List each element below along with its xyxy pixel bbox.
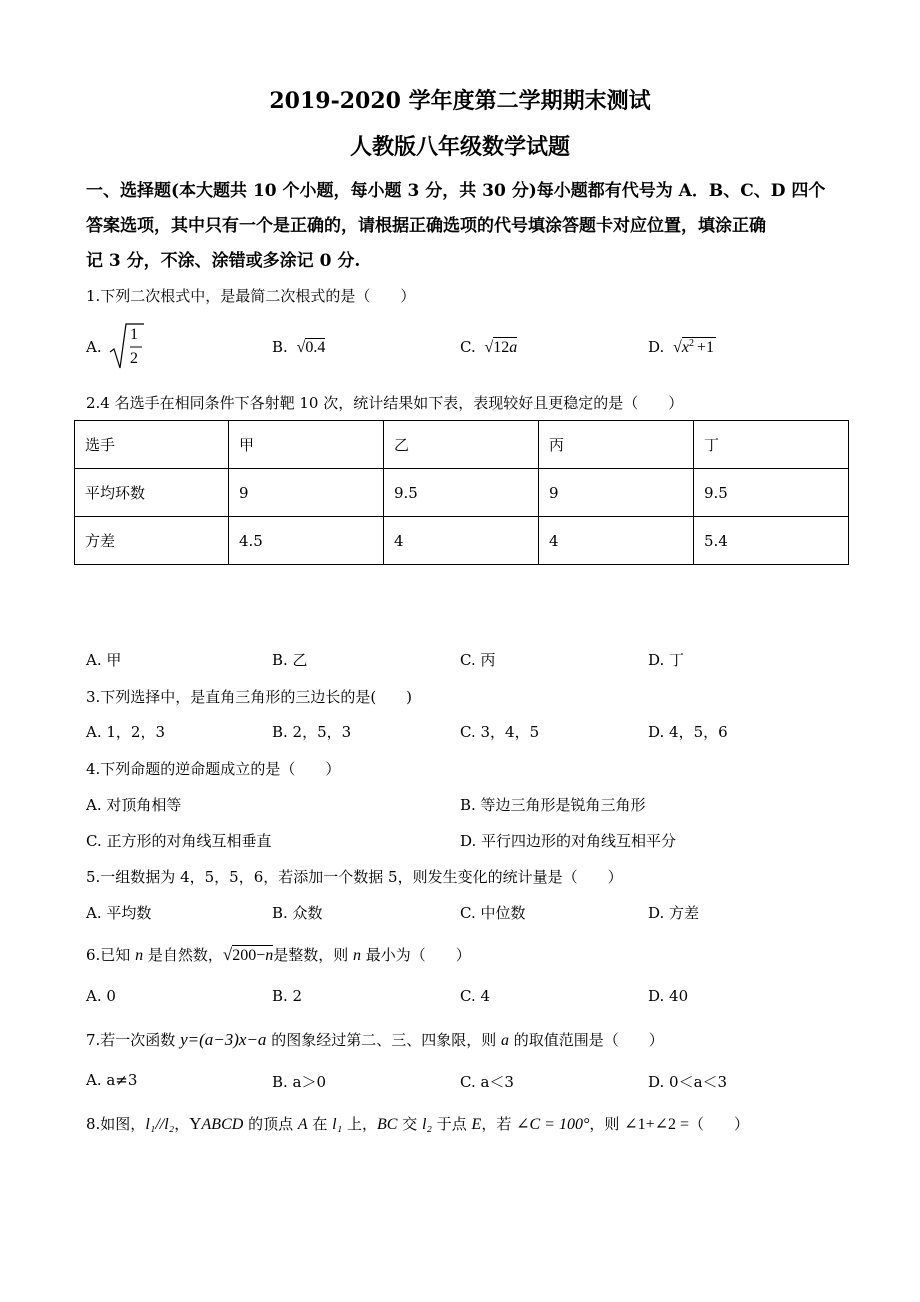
question-4-stem: 4.下列命题的逆命题成立的是（ ） (86, 760, 341, 778)
math-variable: A (297, 1116, 308, 1133)
math-variable: a (500, 1032, 509, 1049)
table-cell: 9.5 (694, 469, 849, 517)
exam-title: 2019-2020 学年度第二学期期末测试 (269, 88, 651, 114)
q4-option-b: B. 等边三角形是锐角三角形 (460, 796, 646, 814)
stem-text: 的图象经过第二、三、四象限，则 (266, 1031, 501, 1049)
scores-table (74, 420, 849, 565)
q3-option-d: D. 4，5，6 (648, 723, 728, 741)
q5-option-a: A. 平均数 (86, 904, 152, 922)
stem-text: 交 (397, 1115, 422, 1133)
question-1-stem: 1.下列二次根式中，是最简二次根式的是（ ） (86, 287, 416, 305)
table-cell: 4 (539, 517, 694, 565)
q5-option-d: D. 方差 (648, 904, 700, 922)
q7-option-a: A. a≠3 (86, 1071, 138, 1089)
section-instruction-line3: 记 3 分，不涂、涂错或多涂记 0 分. (86, 251, 361, 271)
math-variable: l₁ (332, 1116, 343, 1133)
question-2-stem: 2.4 名选手在相同条件下各射靶 10 次，统计结果如下表，表现较好且更稳定的是（ ） (86, 394, 684, 412)
stem-text: 8.如图， (86, 1115, 146, 1133)
table-row (75, 421, 849, 469)
q6-option-b: B. 2 (272, 987, 303, 1005)
q3-option-c: C. 3，4，5 (460, 723, 540, 741)
math-expression: ABCD (201, 1116, 244, 1133)
stem-text: 上， (342, 1115, 377, 1133)
radicand-variable: x (681, 339, 689, 356)
q4-option-c: C. 正方形的对角线互相垂直 (86, 832, 272, 850)
fraction-denominator: 2 (130, 350, 138, 367)
math-expression: l₁//l₂ (145, 1116, 175, 1133)
exam-subtitle: 人教版八年级数学试题 (349, 134, 570, 160)
q7-option-b: B. a＞0 (272, 1073, 327, 1091)
q6-option-c: C. 4 (460, 987, 491, 1005)
q2-option-c: C. 丙 (460, 651, 496, 669)
math-formula: y=(a−3)x−a (180, 1030, 267, 1049)
q7-option-d: D. 0＜a＜3 (648, 1073, 728, 1091)
question-3-stem: 3.下列选择中，是直角三角形的三边长的是( ) (86, 688, 413, 706)
question-5-stem: 5.一组数据为 4，5，5，6，若添加一个数据 5，则发生变化的统计量是（ ） (86, 868, 623, 886)
exponent: 2 (688, 338, 694, 349)
q2-option-a: A. 甲 (86, 651, 122, 669)
q3-option-b: B. 2，5，3 (272, 723, 352, 741)
table-cell: 9 (539, 469, 694, 517)
stem-text: 7.若一次函数 (86, 1031, 181, 1049)
radicand-variable: a (509, 339, 518, 356)
table-cell: 9 (229, 469, 384, 517)
option-label: C. (460, 338, 476, 356)
question-7-stem (86, 1029, 664, 1050)
stem-text: 的顶点 (243, 1115, 298, 1133)
q3-option-a: A. 1，2，3 (86, 723, 165, 741)
table-cell: 5.4 (694, 517, 849, 565)
question-6-stem: 6.已知 n 是自然数，√200−n是整数，则 n 最小为（ ） (86, 945, 471, 964)
option-label: A. (86, 338, 102, 356)
stem-text: 6.已知 (86, 946, 136, 964)
stem-text: 是整数，则 (273, 946, 354, 964)
math-variable: BC (376, 1116, 398, 1133)
stem-text: 在 (307, 1115, 333, 1133)
parallelogram-symbol-icon: Y (189, 1114, 202, 1133)
stem-text: （ ） (689, 1115, 750, 1133)
q5-option-b: B. 众数 (272, 904, 323, 922)
stem-text: ，则 (589, 1115, 625, 1133)
radicand: 0.4 (305, 339, 326, 356)
table-cell: 4.5 (229, 517, 384, 565)
q1-option-b: B. √0.4 (272, 338, 326, 356)
stem-text: 于点 (431, 1115, 472, 1133)
q4-option-a: A. 对顶角相等 (86, 796, 182, 814)
table-cell: 丁 (694, 421, 849, 469)
table-cell: 乙 (384, 421, 539, 469)
table-row (75, 517, 849, 565)
stem-text: 是自然数， (143, 946, 223, 964)
table-cell: 平均环数 (75, 469, 229, 517)
table-cell: 丙 (539, 421, 694, 469)
radicand-rest: +1 (696, 339, 714, 356)
question-8-stem (86, 1113, 749, 1134)
q1-option-d: D. $√x^2 +1$ (648, 338, 714, 356)
table-cell: 9.5 (384, 469, 539, 517)
section-instruction-line1: 一、选择题(本大题共 10 个小题，每小题 3 分，共 30 分)每小题都有代号为 A．B、C、D 四个 (86, 181, 826, 201)
section-instruction-line2: 答案选项，其中只有一个是正确的，请根据正确选项的代号填涂答题卡对应位置，填涂正确 (86, 216, 766, 236)
math-expression: ∠1+∠2 = (624, 1116, 690, 1133)
table-cell: 甲 (229, 421, 384, 469)
math-expression: ∠C = 100° (516, 1116, 590, 1133)
q6-option-a: A. 0 (86, 987, 116, 1005)
stem-text: 最小为（ ） (361, 946, 471, 964)
table-cell: 方差 (75, 517, 229, 565)
table-cell: 4 (384, 517, 539, 565)
radicand: 200− (232, 947, 266, 964)
q1-option-c: C. √12a (460, 338, 518, 356)
fraction-numerator: 1 (130, 326, 138, 343)
math-variable: l₂ (421, 1116, 432, 1133)
math-variable: n (353, 947, 362, 964)
table-cell: 选手 (75, 421, 229, 469)
stem-text: 的取值范围是（ ） (508, 1031, 664, 1049)
q2-option-d: D. 丁 (648, 651, 685, 669)
stem-text: ，若 (481, 1115, 517, 1133)
radicand-number: 12 (493, 339, 510, 356)
radical-sign-icon (108, 322, 144, 372)
q2-option-b: B. 乙 (272, 651, 308, 669)
option-label: B. (272, 338, 288, 356)
math-variable: n (135, 947, 144, 964)
stem-text: ， (174, 1115, 190, 1133)
table-row (75, 469, 849, 517)
q6-option-d: D. 40 (648, 987, 689, 1005)
q7-option-c: C. a＜3 (460, 1073, 514, 1091)
q5-option-c: C. 中位数 (460, 904, 526, 922)
math-variable: n (265, 947, 274, 964)
option-label: D. (648, 338, 665, 356)
q4-option-d: D. 平行四边形的对角线互相平分 (460, 832, 677, 850)
math-variable: E (471, 1116, 482, 1133)
